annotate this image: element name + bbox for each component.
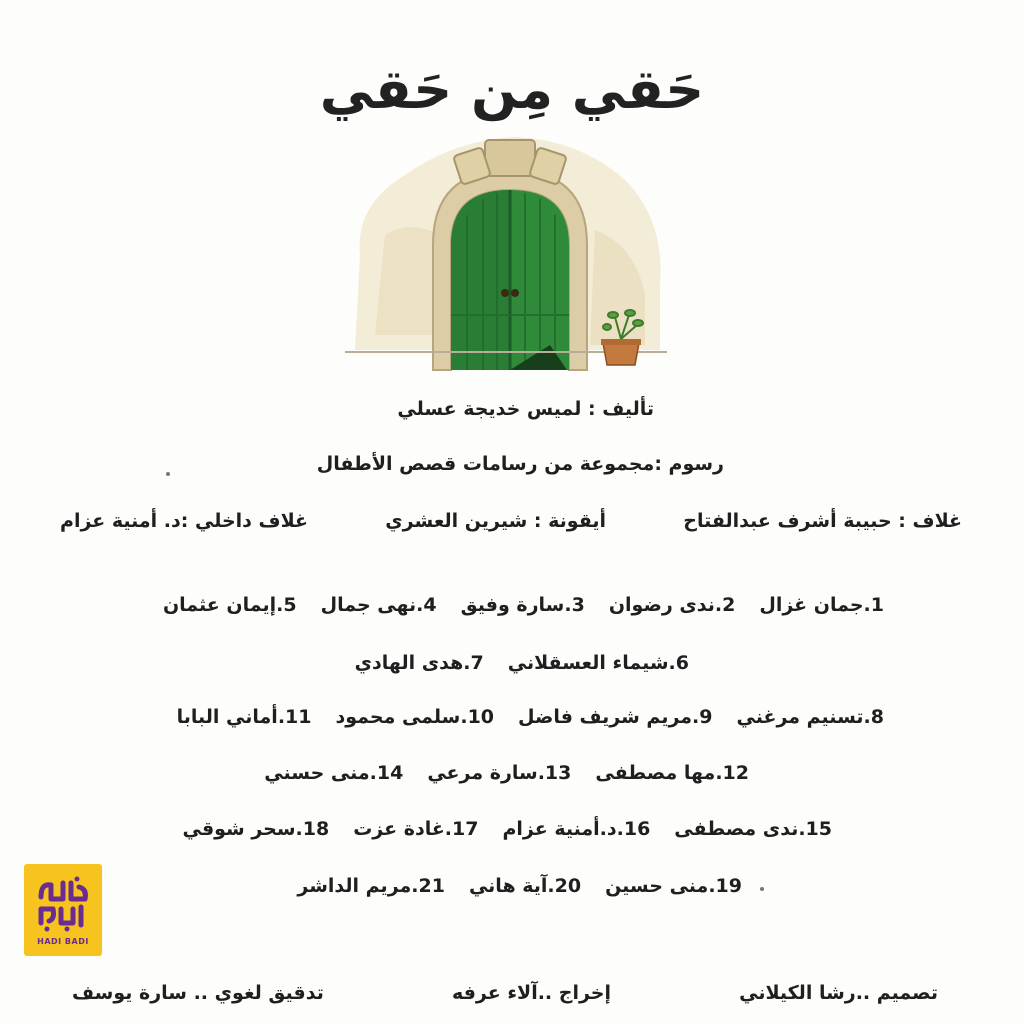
illustrators-row-4 bbox=[264, 762, 749, 784]
design-credit: تصميم ..رشا الكيلاني bbox=[739, 982, 938, 1004]
illustrations-credit: رسوم :مجموعة من رسامات قصص الأطفال bbox=[316, 453, 724, 475]
illustrator-name: 11.أماني البابا bbox=[176, 706, 312, 728]
inner-cover-credit: غلاف داخلي :د. أمنية عزام bbox=[60, 510, 308, 532]
green-door-illustration bbox=[345, 135, 675, 385]
illustrator-name: 13.سارة مرعي bbox=[427, 762, 572, 784]
paper-speck bbox=[760, 887, 764, 891]
illustrator-name: 8.تسنيم مرغني bbox=[736, 706, 884, 728]
direction-credit: إخراج ..آلاء عرفه bbox=[451, 982, 611, 1004]
publisher-logo-text: HADI BADI bbox=[37, 936, 89, 946]
illustrator-name: 20.آية هاني bbox=[468, 875, 582, 897]
illustrator-name: 1.جمان غزال bbox=[759, 594, 884, 616]
illustrator-name: 7.هدى الهادي bbox=[354, 652, 484, 674]
illustrator-name: 12.مها مصطفى bbox=[595, 762, 749, 784]
icon-credit: أيقونة : شيرين العشري bbox=[385, 510, 607, 532]
hadi-badi-logo-icon bbox=[33, 875, 93, 933]
illustrator-name: 15.ندى مصطفى bbox=[674, 818, 832, 840]
illustrators-row-6 bbox=[297, 875, 742, 897]
illustrator-name: 19.منى حسين bbox=[605, 875, 742, 897]
illustrator-name: 16.د.أمنية عزام bbox=[502, 818, 651, 840]
illustrator-name: 2.ندى رضوان bbox=[608, 594, 736, 616]
author-credit: تأليف : لميس خديجة عسلي bbox=[397, 398, 654, 420]
illustrator-name: 21.مريم الداشر bbox=[297, 875, 445, 897]
illustrators-row-1 bbox=[163, 594, 884, 616]
illustrators-row-2 bbox=[355, 652, 689, 674]
publisher-logo bbox=[24, 864, 102, 956]
illustrators-row-3 bbox=[177, 706, 884, 728]
illustrator-name: 17.غادة عزت bbox=[353, 818, 479, 840]
cover-credit: غلاف : حبيبة أشرف عبدالفتاح bbox=[683, 510, 962, 532]
proofreading-credit: تدقيق لغوي .. سارة يوسف bbox=[72, 982, 324, 1004]
cover-credits-row bbox=[60, 510, 962, 532]
illustrator-name: 18.سحر شوقي bbox=[182, 818, 330, 840]
illustrator-name: 5.إيمان عثمان bbox=[162, 594, 297, 616]
book-title: حَقي مِن حَقي bbox=[319, 58, 705, 121]
illustrator-name: 3.سارة وفيق bbox=[460, 594, 585, 616]
illustrators-row-5 bbox=[182, 818, 832, 840]
footer-credits bbox=[72, 982, 938, 1004]
illustrator-name: 14.منى حسني bbox=[264, 762, 404, 784]
paper-speck bbox=[166, 472, 170, 476]
illustrator-name: 4.نهى جمال bbox=[320, 594, 437, 616]
illustrator-name: 6.شيماء العسقلاني bbox=[507, 652, 689, 674]
illustrator-name: 9.مريم شريف فاضل bbox=[518, 706, 713, 728]
illustrator-name: 10.سلمى محمود bbox=[335, 706, 495, 728]
